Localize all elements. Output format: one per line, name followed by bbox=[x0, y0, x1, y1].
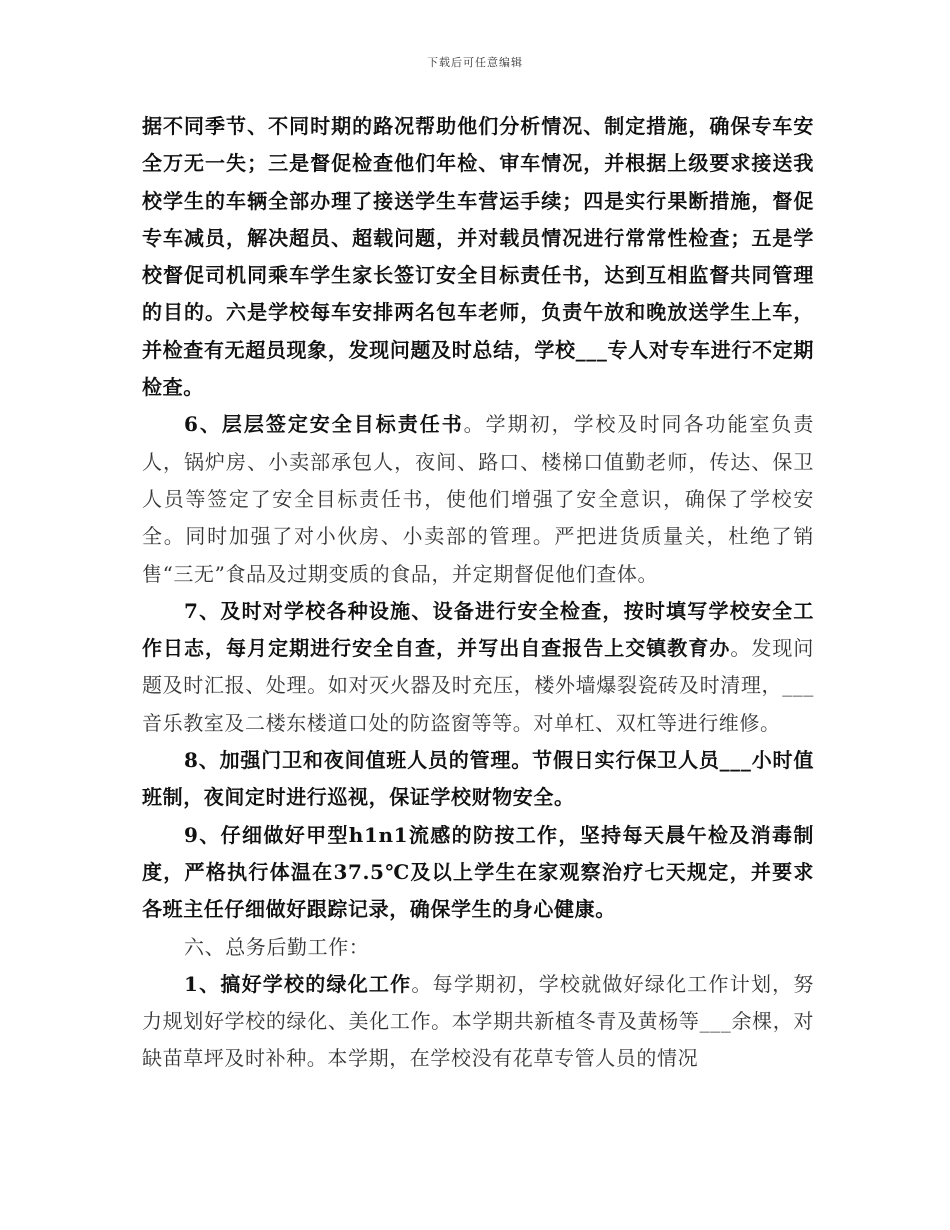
document-body bbox=[142, 108, 814, 1078]
paragraph-text: 据不同季节、不同时期的路况帮助他们分析情况、制定措施，确保专车安全万无一失；三是督促检查他们年检、审车情况，并根据上级要求接送我校学生的车辆全部办理了接送学生车营运手续；四是实行果断措施，督促专车减员，解决超员、超载问题，并对载员情况进行常常性检查；五是学校督促司机同乘车学生家长签订安全目标责任书，达到互相监督共同管理的目的。六是学校每车安排两名包车老师，负责午放和晚放送学生上车，并检查有无超员现象，发现问题及时总结，学校___专人对专车进行不定期检查。 bbox=[142, 114, 814, 400]
paragraph-greening bbox=[142, 966, 814, 1078]
paragraph-transport-safety bbox=[142, 108, 814, 406]
paragraph-item-9 bbox=[142, 817, 814, 929]
paragraph-item-6 bbox=[142, 406, 814, 592]
paragraph-lead: 9、仔细做好甲型h1n1流感的防按工作，坚持每天晨午检及消毒制度，严格执行体温在37.5℃及以上学生在家观察治疗七天规定，并要求各班主任仔细做好跟踪记录，确保学生的身心健康。 bbox=[142, 822, 814, 922]
section-heading-logistics bbox=[142, 929, 814, 966]
paragraph-lead: 7、及时对学校各种设施、设备进行安全检查，按时填写学校安全工作日志，每月定期进行安全自查，并写出自查报告上交镇教育办 bbox=[142, 598, 814, 661]
paragraph-text: 。学期初，学校及时同各功能室负责人，锅炉房、小卖部承包人，夜间、路口、楼梯口值勤老师，传达、保卫人员等签定了安全目标责任书，使他们增强了安全意识，确保了学校安全。同时加强了对小伙房、小卖部的管理。严把进货质量关，杜绝了销售“三无”食品及过期变质的食品，并定期督促他们查体。 bbox=[142, 412, 814, 586]
paragraph-text: 。发现问题及时汇报、处理。如对灭火器及时充压，楼外墙爆裂瓷砖及时清理，___音乐教室及二楼东楼道口处的防盗窗等等。对单杠、双杠等进行维修。 bbox=[142, 636, 814, 735]
section-heading-text: 六、总务后勤工作： bbox=[184, 934, 370, 959]
paragraph-item-8 bbox=[142, 742, 814, 817]
paragraph-text: 。每学期初，学校就做好绿化工作计划，努力规划好学校的绿化、美化工作。本学期共新植冬青及黄杨等___余棵，对缺苗草坪及时补种。本学期，在学校没有花草专管人员的情况 bbox=[142, 971, 814, 1071]
paragraph-lead: 1、搞好学校的绿化工作 bbox=[184, 971, 412, 996]
paragraph-lead: 6、层层签定安全目标责任书 bbox=[184, 412, 464, 437]
page-header: 下载后可任意编辑 bbox=[427, 56, 523, 69]
paragraph-lead: 8、加强门卫和夜间值班人员的管理。节假日实行保卫人员___小时值班制，夜间定时进行巡视，保证学校财物安全。 bbox=[142, 748, 814, 810]
paragraph-item-7 bbox=[142, 593, 814, 742]
